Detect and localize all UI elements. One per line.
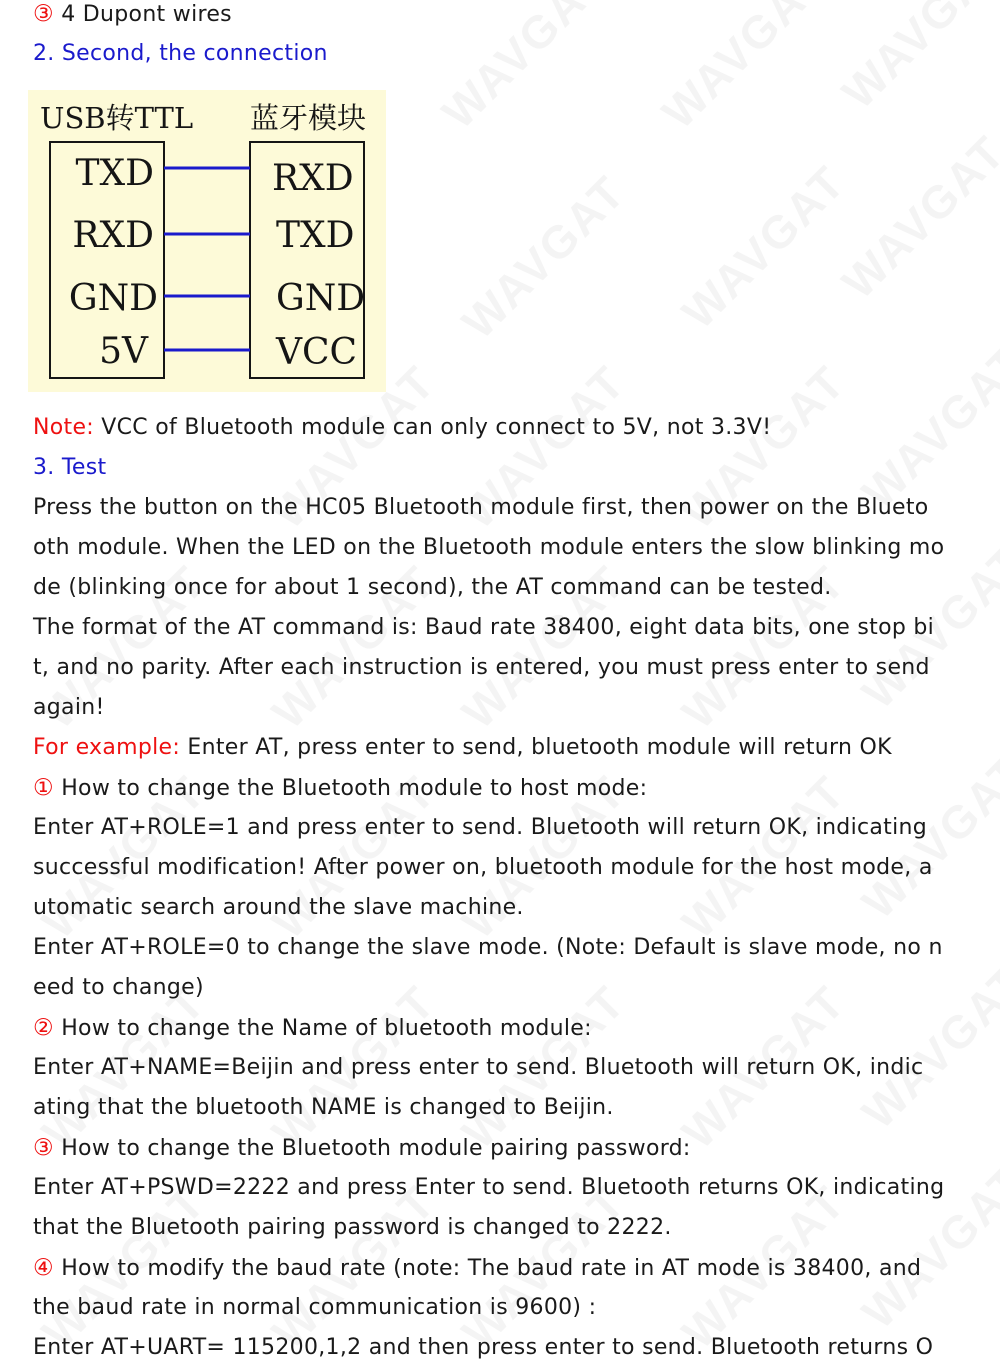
paragraph-line: Enter AT+UART= 115200,1,2 and then press enter to send. Bluetooth returns O bbox=[33, 1335, 934, 1360]
list-item-title: How to change the Bluetooth module to host mode: bbox=[61, 776, 648, 801]
paragraph-line: de (blinking once for about 1 second), the AT command can be tested. bbox=[33, 575, 832, 600]
right-pin-label: GND bbox=[276, 278, 366, 319]
list-marker: ③ bbox=[33, 1135, 54, 1161]
example-label: For example: bbox=[33, 735, 181, 760]
paragraph-line: that the Bluetooth pairing password is changed to 2222. bbox=[33, 1215, 672, 1240]
paragraph-line: The format of the AT command is: Baud rate 38400, eight data bits, one stop bi bbox=[33, 615, 935, 640]
section-heading-connection: 2. Second, the connection bbox=[33, 41, 328, 66]
paragraph-line: successful modification! After power on, bluetooth module for the host mode, a bbox=[33, 855, 933, 880]
paragraph-line: Enter AT+NAME=Beijin and press enter to send. Bluetooth will return OK, indic bbox=[33, 1055, 924, 1080]
paragraph-line: Press the button on the HC05 Bluetooth module first, then power on the Blueto bbox=[33, 495, 929, 520]
example-text: Enter AT, press enter to send, bluetooth module will return OK bbox=[187, 735, 892, 760]
list-item-host-mode bbox=[33, 768, 983, 808]
list-marker: ③ bbox=[33, 1, 54, 27]
note-label: Note: bbox=[33, 415, 94, 440]
section-heading-test: 3. Test bbox=[33, 455, 107, 480]
paragraph-line: Enter AT+PSWD=2222 and press Enter to send. Bluetooth returns OK, indicating bbox=[33, 1175, 945, 1200]
right-pin-label: TXD bbox=[276, 215, 355, 256]
left-pin-label: GND bbox=[68, 278, 158, 319]
list-marker: ② bbox=[33, 1015, 54, 1041]
paragraph-line: ating that the bluetooth NAME is changed to Beijin. bbox=[33, 1095, 614, 1120]
list-item-change-name bbox=[33, 1008, 983, 1048]
watermark bbox=[671, 155, 856, 340]
list-item-title: How to change the Name of bluetooth module: bbox=[61, 1016, 592, 1041]
paragraph-line: eed to change) bbox=[33, 975, 204, 1000]
intro-list-item bbox=[33, 0, 983, 34]
right-module-title: 蓝牙模块 bbox=[250, 101, 367, 135]
paragraph-line: Enter AT+ROLE=1 and press enter to send. Bluetooth will return OK, indicating bbox=[33, 815, 928, 840]
wiring-diagram bbox=[28, 90, 386, 392]
list-item-title: How to modify the baud rate (note: The baud rate in AT mode is 38400, and bbox=[61, 1256, 922, 1281]
paragraph-line: again! bbox=[33, 695, 105, 720]
paragraph-line: Enter AT+ROLE=0 to change the slave mode. (Note: Default is slave mode, no n bbox=[33, 935, 943, 960]
list-item-baud-rate bbox=[33, 1248, 983, 1288]
list-item-change-password bbox=[33, 1128, 983, 1168]
right-pin-label: RXD bbox=[272, 158, 354, 199]
example-line bbox=[33, 728, 983, 768]
right-pin-label: VCC bbox=[276, 332, 358, 373]
list-marker: ① bbox=[33, 775, 54, 801]
left-pin-label: RXD bbox=[72, 215, 154, 256]
paragraph-line: the baud rate in normal communication is 9600) : bbox=[33, 1295, 597, 1320]
left-pin-label: 5V bbox=[99, 331, 148, 372]
list-marker: ④ bbox=[33, 1255, 54, 1281]
left-pin-label: TXD bbox=[75, 153, 154, 194]
paragraph-line: t, and no parity. After each instruction is entered, you must press enter to send bbox=[33, 655, 930, 680]
left-module-title: USB转TTL bbox=[40, 101, 194, 135]
list-item-title: How to change the Bluetooth module pairing password: bbox=[61, 1136, 691, 1161]
note-text: VCC of Bluetooth module can only connect to 5V, not 3.3V! bbox=[101, 415, 772, 440]
paragraph-line: utomatic search around the slave machine. bbox=[33, 895, 524, 920]
watermark bbox=[831, 125, 1000, 310]
list-item-text: 4 Dupont wires bbox=[61, 2, 232, 27]
watermark bbox=[451, 165, 636, 350]
wiring-diagram-svg bbox=[28, 90, 386, 392]
note-line bbox=[33, 408, 983, 448]
paragraph-line: oth module. When the LED on the Bluetooth module enters the slow blinking mo bbox=[33, 535, 945, 560]
